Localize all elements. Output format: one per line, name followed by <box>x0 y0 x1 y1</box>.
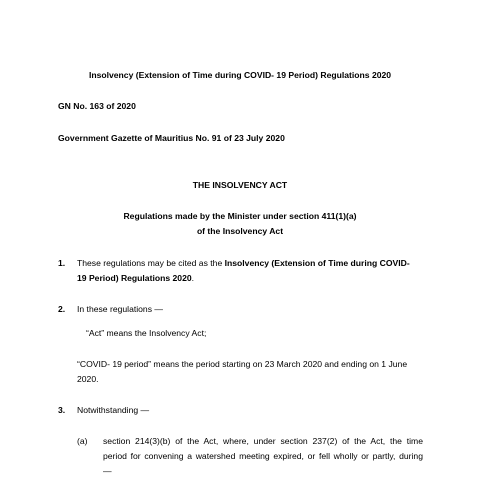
section-1-citation-part-2: 19 Period) Regulations 2020 <box>77 273 192 283</box>
made-by-line-2: of the Insolvency Act <box>196 226 284 236</box>
definition-covid-period: “COVID- 19 period” means the period starting on 23 March 2020 and ending on 1 June <box>77 359 408 369</box>
section-2-number: 2. <box>58 304 66 314</box>
document-title: Insolvency (Extension of Time during COVID- 19 Period) Regulations 2020 <box>88 70 392 80</box>
section-1-text: These regulations may be cited as the <box>77 258 225 268</box>
made-by-line-1: Regulations made by the Minister under section 411(1)(a) <box>123 211 357 221</box>
section-1-line-1 <box>77 258 410 269</box>
section-3-item-line-3: — <box>103 466 112 476</box>
gn-number: GN No. 163 of 2020 <box>58 101 136 111</box>
section-2-text: In these regulations — <box>77 304 163 314</box>
definition-covid-period-end: 2020. <box>77 374 99 384</box>
section-3-item-label: (a) <box>77 436 88 446</box>
act-heading: THE INSOLVENCY ACT <box>192 180 288 190</box>
definition-act: “Act” means the Insolvency Act; <box>86 328 207 338</box>
section-1-period: . <box>191 273 195 283</box>
section-3-item-line-2: period for convening a watershed meeting expired, or fell wholly or partly, during <box>103 451 423 461</box>
section-3-text: Notwithstanding — <box>77 405 150 415</box>
gazette-reference: Government Gazette of Mauritius No. 91 of 23 July 2020 <box>58 133 285 143</box>
section-3-item-line-1: section 214(3)(b) of the Act, where, under section 237(2) of the Act, the time <box>103 436 423 446</box>
section-1-number: 1. <box>58 258 66 268</box>
section-1-citation-part-1: Insolvency (Extension of Time during COVID- <box>224 258 410 268</box>
section-3-number: 3. <box>58 405 66 415</box>
section-1-line-2 <box>77 273 194 284</box>
